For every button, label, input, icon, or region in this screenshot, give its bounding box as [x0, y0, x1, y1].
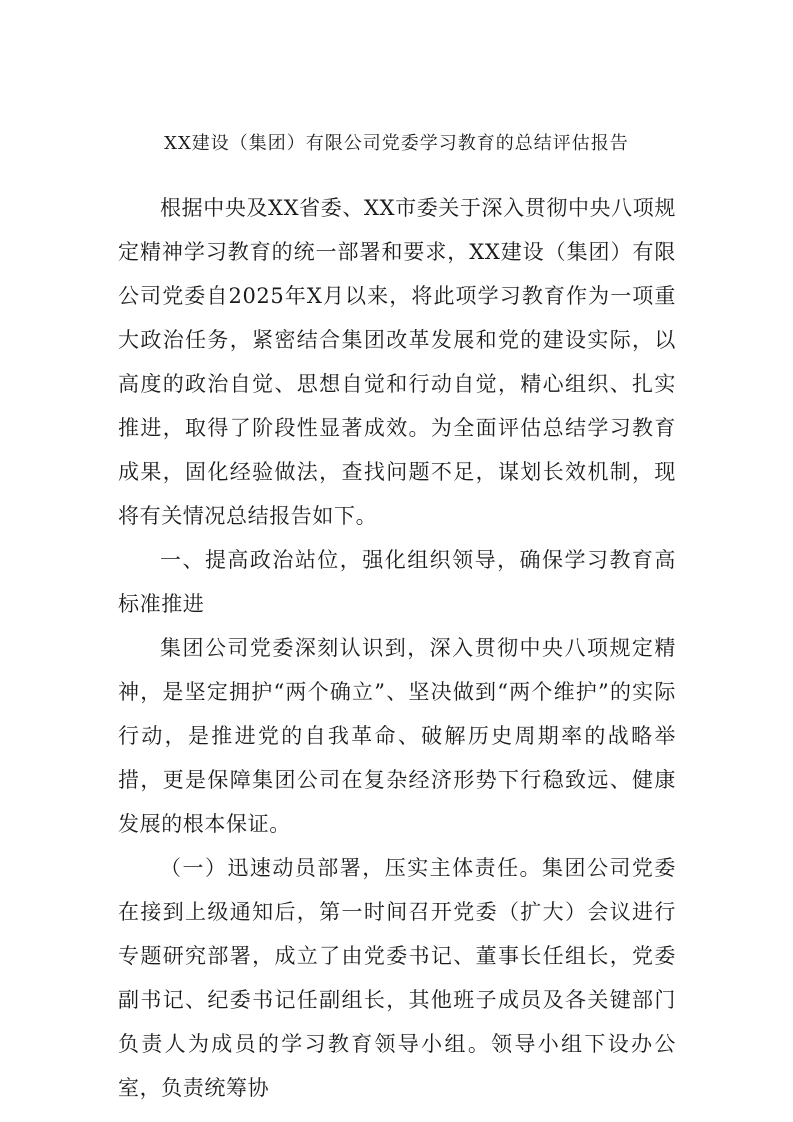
subsection-1-paragraph: （一）迅速动员部署，压实主体责任。集团公司党委在接到上级通知后，第一时间召开党委（扩大）会议进行专题研究部署，成立了由党委书记、董事长任组长，党委副书记、纪委书记任副组长，其他班子成员及各关键部门负责人为成员的学习教育领导小组。领导小组下设办公室，负责统筹协 — [118, 856, 676, 1100]
intro-paragraph: 根据中央及XX省委、XX市委关于深入贯彻中央八项规定精神学习教育的统一部署和要求，XX建设（集团）有限公司党委自2025年X月以来，将此项学习教育作为一项重大政治任务，紧密结合集团改革发展和党的建设实际，以高度的政治自觉、思想自觉和行动自觉，精心组织、扎实推进，取得了阶段性显著成效。为全面评估总结学习教育成果，固化经验做法，查找问题不足，谋划长效机制，现将有关情况总结报告如下。 — [118, 196, 676, 528]
document-body — [118, 186, 676, 1110]
section-1-paragraph: 集团公司党委深刻认识到，深入贯彻中央八项规定精神，是坚定拥护“两个确立”、坚决做到“两个维护”的实际行动，是推进党的自我革命、破解历史周期率的战略举措，更是保障集团公司在复杂经济形势下行稳致远、健康发展的根本保证。 — [118, 636, 676, 836]
section-heading-1: 一、提高政治站位，强化组织领导，确保学习教育高标准推进 — [118, 548, 676, 616]
document-title: XX建设（集团）有限公司党委学习教育的总结评估报告 — [164, 133, 629, 154]
